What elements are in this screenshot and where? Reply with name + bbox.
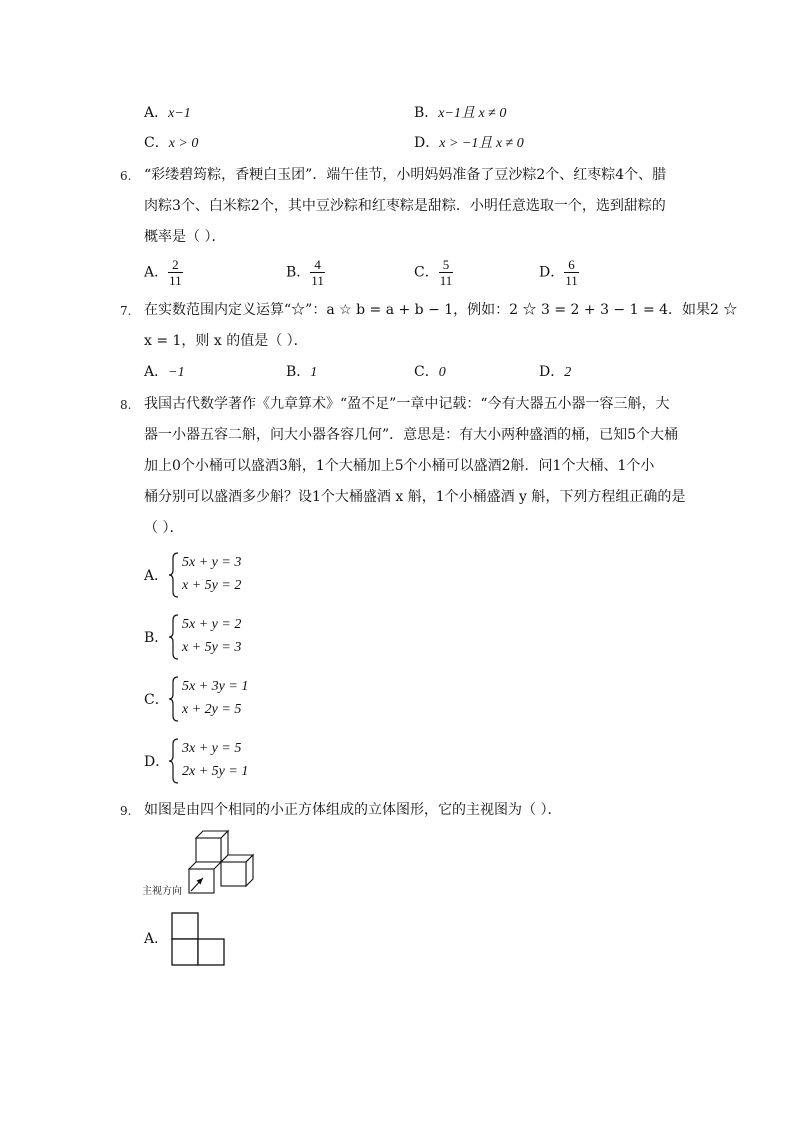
view-direction-label: 主视方向 <box>142 886 182 897</box>
q6-option-b: B． $\frac{4}{11}$ <box>286 257 324 288</box>
q8-text-line2: 器一小器五容二斛，问大小器各容几何”．意思是：有大小两种盛酒的桶，已知5个大桶 <box>144 427 679 443</box>
q9-number: 9. <box>120 804 132 818</box>
q8-text-line4: 桶分别可以盛酒多少斛？设1个大桶盛酒 x 斛，1个小桶盛酒 y 斛，下列方程组正确的是 <box>144 489 686 505</box>
q8-option-d-label: D． <box>144 754 170 770</box>
option-label: C． <box>144 135 169 151</box>
q8-text-line1: 我国古代数学著作《九章算术》“盈不足”一章中记载：“今有大器五小器一容三斛，大 <box>144 396 670 412</box>
q7-text-line1: 在实数范围内定义运算“☆”：a ☆ b = a + b − 1，例如：2 ☆ 3 = 2 + 3 − 1 = 4．如果2 ☆ <box>144 302 738 318</box>
option-text: x > −1且 x ≠ 0 <box>439 136 524 151</box>
q5-option-a <box>144 103 191 124</box>
q9-option-a-label: A． <box>144 931 169 947</box>
equation-1: 5x + 3y = 1 <box>182 679 249 694</box>
brace-icon <box>168 738 180 784</box>
q6-option-a: A． $\frac{2}{11}$ <box>144 257 182 288</box>
option-label: B． <box>414 105 439 121</box>
equation-2: 2x + 5y = 1 <box>182 764 249 779</box>
q7-option-b: B．1 <box>286 364 318 380</box>
q6-number: 6. <box>120 169 132 183</box>
brace-icon <box>168 552 180 598</box>
q5-option-d <box>414 133 524 154</box>
q5-option-c <box>144 133 198 154</box>
q6-text-line1: “彩缕碧筠粽，香粳白玉团”．端午佳节，小明妈妈准备了豆沙粽2个、红枣粽4个、腊 <box>144 167 667 183</box>
q8-option-a-label: A． <box>144 568 169 584</box>
option-label: D． <box>414 135 440 151</box>
q7-option-d: D．2 <box>539 364 572 380</box>
q8-text-line5: （ ）． <box>144 520 184 536</box>
q7-number: 7. <box>120 304 132 318</box>
fraction: $\frac{4}{11}$ <box>311 257 324 288</box>
q6-text-line3: 概率是（ ）． <box>144 229 226 245</box>
q8-number: 8. <box>120 398 132 412</box>
option-text: x > 0 <box>168 136 199 151</box>
equation-1: 5x + y = 3 <box>182 555 242 570</box>
option-label: A． <box>144 105 169 121</box>
q8-option-d-system <box>168 738 278 784</box>
q7-option-a: A．−1 <box>144 364 185 380</box>
brace-icon <box>168 676 180 722</box>
brace-icon <box>168 614 180 660</box>
q7-text-line2: x = 1，则 x 的值是（ ）． <box>144 333 308 349</box>
option-text: x−1 <box>168 106 191 121</box>
q8-option-b-system <box>168 614 278 660</box>
q6-option-d: D． $\frac{6}{11}$ <box>539 257 578 288</box>
equation-2: x + 2y = 5 <box>182 702 242 717</box>
q6-text-line2: 肉粽3个、白米粽2个，其中豆沙粽和红枣粽是甜粽．小明任意选取一个，选到甜粽的 <box>144 198 666 214</box>
q8-option-b-label: B． <box>144 630 169 646</box>
fraction: $\frac{5}{11}$ <box>439 257 453 288</box>
option-text: x−1且 x ≠ 0 <box>438 106 507 121</box>
option-a-front-view <box>171 912 227 968</box>
fraction: $\frac{2}{11}$ <box>169 257 182 288</box>
q8-option-c-label: C． <box>144 692 169 708</box>
equation-1: 5x + y = 2 <box>182 617 242 632</box>
q8-text-line3: 加上0个小桶可以盛酒3斛，1个大桶加上5个小桶可以盛酒2斛．问1个大桶、1个小 <box>144 458 655 474</box>
equation-2: x + 5y = 3 <box>182 640 242 655</box>
fraction: $\frac{6}{11}$ <box>565 257 578 288</box>
q9-text-line1: 如图是由四个相同的小正方体组成的立体图形，它的主视图为（ ）． <box>144 802 562 818</box>
q8-option-c-system <box>168 676 278 722</box>
equation-2: x + 5y = 2 <box>182 578 242 593</box>
q6-option-c: C． $\frac{5}{11}$ <box>414 257 453 288</box>
q8-option-a-system <box>168 552 278 598</box>
q7-option-c: C．0 <box>414 364 446 380</box>
q5-option-b <box>414 103 506 124</box>
equation-1: 3x + y = 5 <box>182 741 242 756</box>
